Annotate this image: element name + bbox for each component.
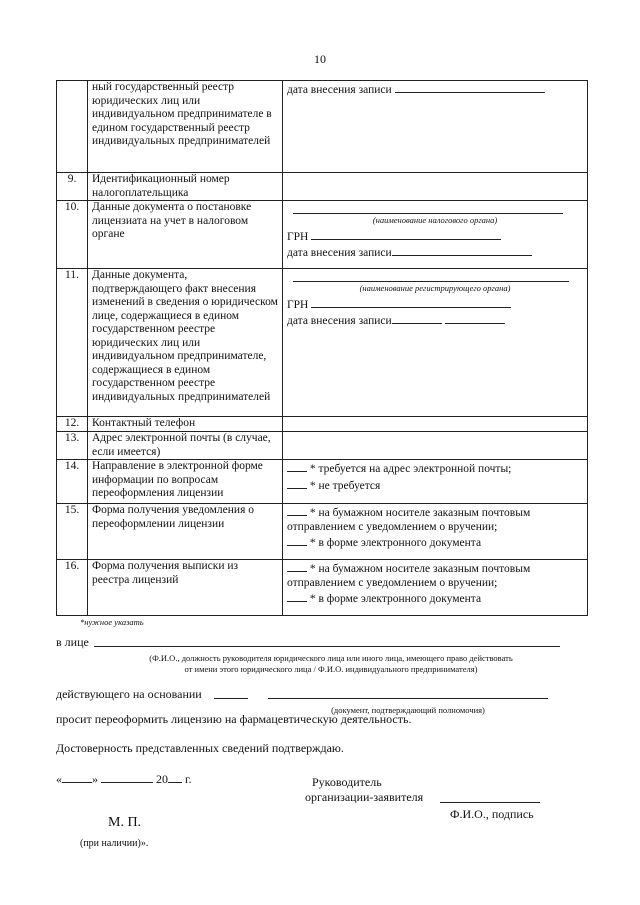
option-not-required[interactable]: [287, 477, 583, 494]
record-date-field[interactable]: [395, 81, 545, 93]
phone-field[interactable]: [283, 417, 588, 432]
table-row: [57, 201, 588, 269]
grn-field[interactable]: [311, 296, 511, 308]
inn-field[interactable]: [283, 173, 588, 201]
table-row: [57, 81, 588, 173]
row-description: Адрес электронной почты (в случае, если имеется): [88, 432, 283, 460]
option-paper[interactable]: [287, 560, 583, 590]
row-description: Контактный телефон: [88, 417, 283, 432]
option-checkbox[interactable]: [287, 477, 307, 489]
table-row: [57, 460, 588, 504]
record-date-field[interactable]: [392, 312, 442, 324]
option-checkbox[interactable]: [287, 560, 307, 572]
date-line: [56, 771, 192, 787]
table-row: [57, 173, 588, 201]
person-caption-2: от имени этого юридического лица / Ф.И.О. индивидуального предпринимателя): [184, 664, 478, 674]
org-label: организации-заявителя: [305, 790, 424, 804]
row-description: Идентификационный номер налогоплательщика: [88, 173, 283, 201]
row-description: Данные документа, подтверждающего факт внесения изменений в сведения о юридическом лице, содержащиеся в едином государственном реестре юридических лиц или индивидуальном предпринимателе, содержащиеся в едином государственном реестре индивидуальных предпринимателей: [88, 269, 283, 417]
tax-registration-fields[interactable]: [283, 201, 588, 269]
tax-authority-caption: (наименование налогового органа): [372, 215, 498, 225]
person-field[interactable]: [94, 646, 560, 647]
table-row: [57, 269, 588, 417]
electronic-info-options: [283, 460, 588, 504]
grn-label: ГРН: [287, 298, 309, 311]
row-value[interactable]: [283, 81, 588, 173]
row-number: 14.: [57, 460, 88, 504]
row-number: 13.: [57, 432, 88, 460]
person-caption-1: (Ф.И.О., должность руководителя юридического лица или иного лица, имеющего право действовать: [149, 653, 513, 663]
option-label: * требуется на адрес электронной почты;: [309, 463, 512, 475]
row-number: 16.: [57, 560, 88, 616]
row-description: Данные документа о постановке лицензиата на учет в налоговом органе: [88, 201, 283, 269]
registering-authority-field[interactable]: [293, 269, 569, 282]
notice-form-options: [283, 504, 588, 560]
option-paper[interactable]: [287, 504, 583, 534]
row-number: [57, 81, 88, 173]
record-date-field[interactable]: [392, 244, 532, 256]
application-form-table: [56, 80, 588, 616]
option-required[interactable]: [287, 460, 583, 477]
row-description: Направление в электронной форме информации по вопросам переоформления лицензии: [88, 460, 283, 504]
row-number: 10.: [57, 201, 88, 269]
email-field[interactable]: [283, 432, 588, 460]
date-quote-close: »: [92, 772, 98, 786]
option-label: * не требуется: [309, 479, 381, 492]
grn-field[interactable]: [311, 228, 501, 240]
row-description: ный государственный реестр юридических лиц или индивидуальном предпринимателе в едином государственный реестр индивидуальных предпринимателей: [88, 81, 283, 173]
record-date-field-2[interactable]: [445, 312, 505, 324]
row-number: 12.: [57, 417, 88, 432]
head-label: Руководитель: [312, 775, 382, 789]
option-checkbox[interactable]: [287, 590, 307, 602]
stamp-caption: (при наличии)».: [80, 838, 149, 849]
date-day-field[interactable]: [62, 771, 92, 783]
option-checkbox[interactable]: [287, 460, 307, 472]
row-description: Форма получения уведомления о переоформлении лицензии: [88, 504, 283, 560]
row-description: Форма получения выписки из реестра лицензий: [88, 560, 283, 616]
row-number: 15.: [57, 504, 88, 560]
option-checkbox[interactable]: [287, 534, 307, 546]
grn-label: ГРН: [287, 230, 309, 243]
tax-authority-field[interactable]: [293, 201, 563, 214]
extract-form-options: [283, 560, 588, 616]
stamp-label: М. П.: [108, 815, 142, 830]
record-date-label: дата внесения записи: [287, 247, 392, 259]
signature-field[interactable]: [440, 802, 540, 803]
request-text: просит переоформить лицензию на фармацевтическую деятельность.: [56, 712, 412, 726]
option-label: * на бумажном носителе заказным почтовым отправлением с уведомлением о вручении;: [287, 563, 531, 589]
basis-caption: (документ, подтверждающий полномочия): [331, 705, 485, 715]
registry-change-fields[interactable]: [283, 269, 588, 417]
record-date-label: дата внесения записи: [287, 84, 392, 96]
basis-field[interactable]: [268, 698, 548, 699]
row-number: 9.: [57, 173, 88, 201]
table-row: [57, 560, 588, 616]
option-checkbox[interactable]: [287, 504, 307, 516]
date-month-field[interactable]: [101, 771, 153, 783]
confirm-text: Достоверность представленных сведений подтверждаю.: [56, 741, 344, 755]
row-number: 11.: [57, 269, 88, 417]
date-year-field[interactable]: [168, 771, 182, 783]
registering-authority-caption: (наименование регистрирующего органа): [359, 283, 511, 293]
basis-field-short[interactable]: [214, 698, 248, 699]
option-electronic[interactable]: [287, 534, 583, 551]
page-number: 10: [314, 52, 326, 66]
option-label: * в форме электронного документа: [309, 537, 482, 549]
date-year-prefix: 20: [156, 772, 168, 786]
option-label: * на бумажном носителе заказным почтовым отправлением с уведомлением о вручении;: [287, 507, 531, 533]
basis-label: действующего на основании: [56, 687, 202, 701]
date-quote-open: «: [56, 772, 62, 786]
footnote: *нужное указать: [80, 617, 144, 627]
record-date-label: дата внесения записи: [287, 315, 392, 327]
date-suffix: г.: [185, 772, 192, 786]
option-label: * в форме электронного документа: [309, 593, 482, 605]
option-electronic[interactable]: [287, 590, 583, 607]
table-row: [57, 417, 588, 432]
person-label: в лице: [56, 635, 89, 649]
signature-caption: Ф.И.О., подпись: [450, 807, 534, 821]
table-row: [57, 432, 588, 460]
table-row: [57, 504, 588, 560]
